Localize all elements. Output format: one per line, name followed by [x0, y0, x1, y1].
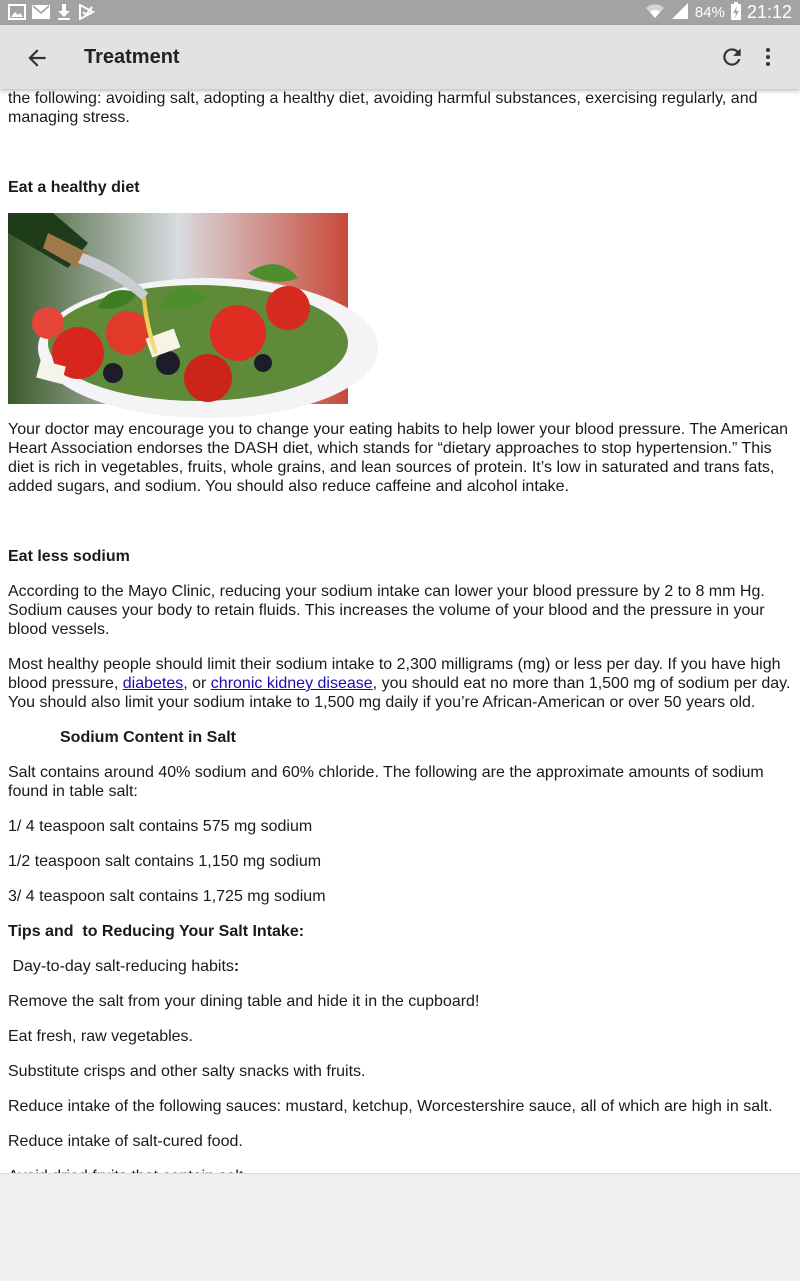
battery-charging-icon [731, 2, 741, 24]
tip-item: Reduce intake of the following sauces: mustard, ketchup, Worcestershire sauce, all of which are high in salt. [8, 1098, 773, 1115]
diabetes-link[interactable]: diabetes [122, 675, 184, 692]
sodium-paragraph-2 [8, 655, 792, 712]
signal-icon [671, 2, 689, 24]
habits-heading-text: Day-to-day salt-reducing habits [8, 958, 234, 975]
play-store-notification-icon [78, 4, 94, 20]
more-vert-icon [756, 44, 780, 70]
download-notification-icon [56, 3, 72, 21]
intro-paragraph: the following: avoiding salt, adopting a healthy diet, avoiding harmful substances, exercising regularly, and managing stress. [8, 90, 758, 126]
arrow-back-icon [24, 45, 50, 71]
clock: 21:12 [746, 2, 792, 22]
tip-item: Remove the salt from your dining table and hide it in the cupboard! [8, 993, 480, 1010]
refresh-button[interactable] [719, 44, 745, 70]
salt-amount-item: 1/2 teaspoon salt contains 1,150 mg sodium [8, 853, 322, 870]
system-status [645, 0, 792, 25]
article-webview[interactable] [0, 89, 800, 1173]
salt-paragraph: Salt contains around 40% sodium and 60% chloride. The following are the approximate amounts of sodium found in table salt: [8, 764, 764, 800]
status-bar [0, 0, 800, 25]
diet-heading: Eat a healthy diet [8, 179, 140, 196]
habits-colon: : [233, 958, 240, 975]
overflow-menu-button[interactable] [756, 44, 780, 70]
image-notification-icon [8, 4, 26, 20]
sodium-text-b: , or [183, 675, 211, 692]
salt-amount-item: 3/ 4 teaspoon salt contains 1,725 mg sodium [8, 888, 326, 905]
bottom-blank-area [0, 1173, 800, 1281]
sodium-paragraph-1: According to the Mayo Clinic, reducing your sodium intake can lower your blood pressure by 2 to 8 mm Hg. Sodium causes your body to retain fluids. This increases the volume of your blood and the pressure in your blood vessels. [8, 583, 765, 638]
app-bar [0, 25, 800, 89]
refresh-icon [719, 44, 745, 70]
battery-percent: 84% [694, 4, 725, 21]
sodium-text-c: , you should eat no more than 1,500 mg of sodium per day. You should also limit your sodium intake to 1,500 mg daily if you’re African-American or over 50 years old. [8, 675, 791, 711]
diet-paragraph: Your doctor may encourage you to change your eating habits to help lower your blood pressure. The American Heart Association endorses the DASH diet, which stands for “dietary approaches to stop hypertension.” This diet is rich in vegetables, fruits, whole grains, and lean sources of protein. It’s low in saturated and trans fats, added sugars, and sodium. You should also reduce caffeine and alcohol intake. [8, 421, 789, 495]
email-notification-icon [32, 5, 50, 19]
sodium-heading: Eat less sodium [8, 548, 130, 565]
salad-image [8, 213, 348, 404]
tips-heading: Tips and to Reducing Your Salt Intake: [8, 923, 305, 940]
notification-icons [8, 3, 94, 21]
tip-item: Substitute crisps and other salty snacks with fruits. [8, 1063, 366, 1080]
back-button[interactable] [24, 45, 50, 71]
sodium-text-a: Most healthy people should limit their sodium intake to 2,300 milligrams (mg) or less per day. If you have high blood pressure, [8, 656, 781, 692]
wifi-icon [645, 2, 665, 24]
page-title: Treatment [84, 46, 180, 68]
tip-item: Reduce intake of salt-cured food. [8, 1133, 243, 1150]
chronic-kidney-disease-link[interactable]: chronic kidney disease [210, 675, 373, 692]
salt-amount-item: 1/ 4 teaspoon salt contains 575 mg sodium [8, 818, 313, 835]
tip-item: Eat fresh, raw vegetables. [8, 1028, 193, 1045]
salt-heading: Sodium Content in Salt [60, 729, 236, 746]
habits-heading [8, 957, 239, 976]
